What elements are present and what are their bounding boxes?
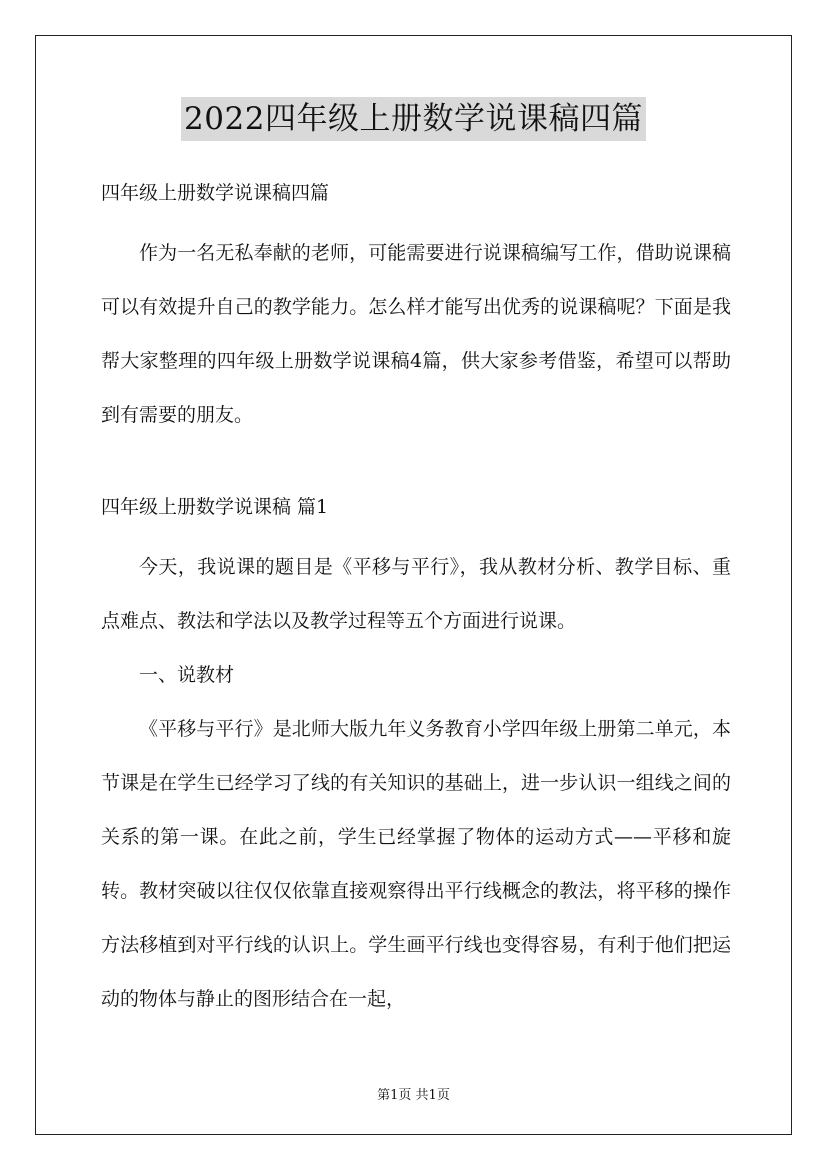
section-1-heading: 四年级上册数学说课稿 篇1 bbox=[101, 496, 329, 518]
spacer bbox=[101, 442, 731, 488]
page-footer bbox=[0, 1084, 827, 1103]
document-body bbox=[101, 174, 731, 1026]
section-1-subheading: 一、说教材 bbox=[139, 664, 235, 686]
document-subtitle: 四年级上册数学说课稿四篇 bbox=[101, 182, 330, 204]
spacer bbox=[101, 526, 731, 540]
section-1-paragraph-1: 今天，我说课的题目是《平移与平行》，我从教材分析、教学目标、重点难点、教法和学法以及教学过程等五个方面进行说课。 bbox=[101, 556, 731, 632]
intro-paragraph: 作为一名无私奉献的老师，可能需要进行说课稿编写工作，借助说课稿可以有效提升自己的教学能力。怎么样才能写出优秀的说课稿呢？下面是我帮大家整理的四年级上册数学说课稿4篇，供大家参考借鉴，希望可以帮助到有需要的朋友。 bbox=[101, 242, 731, 426]
spacer bbox=[101, 212, 731, 226]
document-title: 2022四年级上册数学说课稿四篇 bbox=[181, 97, 646, 141]
page-number-label: 第1页 共1页 bbox=[377, 1088, 450, 1103]
section-1-paragraph-2: 《平移与平行》是北师大版九年义务教育小学四年级上册第二单元，本节课是在学生已经学习了线的有关知识的基础上，进一步认识一组线之间的关系的第一课。在此之前，学生已经掌握了物体的运动方式——平移和旋转。教材突破以往仅仅依靠直接观察得出平行线概念的教法，将平移的操作方法移植到对平行线的认识上。学生画平行线也变得容易，有利于他们把运动的物体与静止的图形结合在一起， bbox=[101, 718, 731, 1010]
title-container bbox=[0, 97, 827, 141]
